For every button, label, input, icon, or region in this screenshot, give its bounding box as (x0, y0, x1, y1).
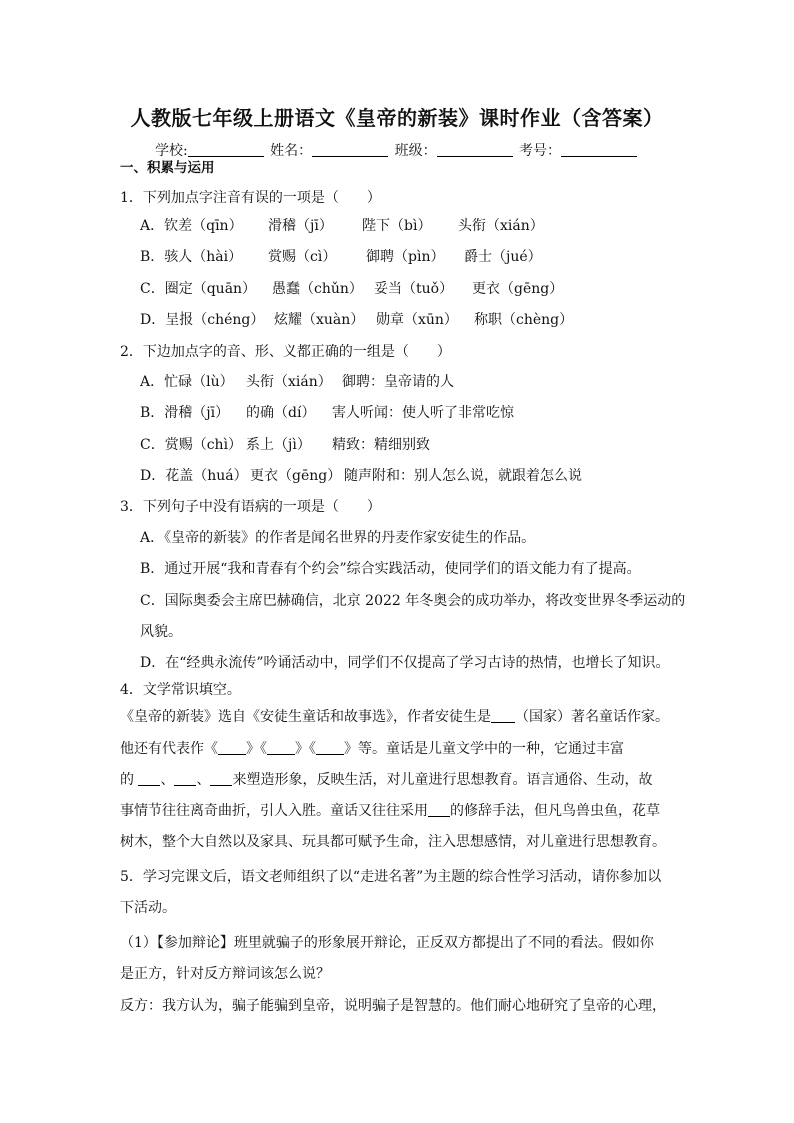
q5-sub1-line-2: 是正方，针对反方辩词该怎么说？ (120, 966, 330, 982)
name-label: 姓名： (270, 143, 313, 159)
class-label: 班级： (394, 143, 437, 159)
school-blank[interactable] (188, 142, 264, 157)
answer-blank[interactable] (138, 771, 160, 786)
q3-option-a: A．《皇帝的新装》的作者是闻名世界的丹麦作家安徒生的作品。 (140, 530, 536, 546)
q1-stem: 1．下列加点字注音有误的一项是（ ） (120, 190, 381, 206)
q1-option-b: B．骇人（hài） 赏赐（cì） 御聘（pìn） 爵士（jué） (140, 249, 542, 265)
answer-blank[interactable] (174, 771, 196, 786)
q4-line-1: 《皇帝的新装》选自《安徒生童话和故事选》，作者安徒生是 （国家）著名童话作家。 (120, 709, 669, 725)
school-label: 学校: (154, 143, 188, 159)
q1-option-a: A．钦差（qīn） 滑稽（jī） 陛下（bì） 头衔（xián） (140, 218, 544, 234)
student-info-row (0, 140, 794, 160)
q1-option-c: C．圈定（quān） 愚蠢（chǔn） 妥当（tuǒ） 更衣（gēng） (140, 281, 564, 297)
q2-option-d: D．花盖（huá） 更衣（gēng） 随声附和：别人怎么说，就跟着怎么说 (140, 468, 582, 484)
answer-blank[interactable] (491, 708, 515, 723)
number-blank[interactable] (561, 142, 637, 157)
class-blank[interactable] (437, 142, 513, 157)
q4-stem: 4．文学常识填空。 (120, 682, 241, 698)
q2-option-b: B．滑稽（jī） 的确（dí） 害人听闻：使人听了非常吃惊 (140, 405, 514, 421)
page-title: 人教版七年级上册语文《皇帝的新装》课时作业（含答案） (130, 106, 664, 130)
answer-blank[interactable] (210, 771, 232, 786)
number-label: 考号： (519, 143, 562, 159)
q1-option-d: D．呈报（chéng） 炫耀（xuàn） 勋章（xūn） 称职（chèng） (140, 312, 574, 328)
q3-option-b: B．通过开展“我和青春有个约会”综合实践活动，使同学们的语文能力有了提高。 (140, 561, 641, 577)
q2-option-c: C．赏赐（chì） 系上（jì） 精致：精细别致 (140, 437, 430, 453)
answer-blank[interactable] (428, 802, 450, 817)
q4-line-5: 树木，整个大自然以及家具、玩具都可赋予生命，注入思想感情，对儿童进行思想教育。 (120, 834, 666, 850)
q2-option-a: A．忙碌（lù） 头衔（xián） 御聘：皇帝请的人 (140, 374, 454, 390)
q2-stem: 2．下边加点字的音、形、义都正确的一组是（ ） (120, 344, 451, 360)
q4-line-2: 他还有代表作《 》《 》《 》等。童话是儿童文学中的一种，它通过丰富 (120, 741, 624, 757)
q5-line-2: 下活动。 (120, 900, 176, 916)
q3-option-d: D．在“经典永流传”吟诵活动中，同学们不仅提高了学习古诗的热情，也增长了知识。 (140, 655, 670, 671)
q3-stem: 3．下列句子中没有语病的一项是（ ） (120, 499, 381, 515)
name-blank[interactable] (312, 142, 388, 157)
q5-line-1: 5．学习完课文后，语文老师组织了以“走进名著”为主题的综合性学习活动，请你参加以 (120, 869, 662, 885)
q4-line-4: 事情节往往离奇曲折，引人入胜。童话又往往采用 的修辞手法，但凡鸟兽虫鱼，花草 (120, 803, 660, 819)
q5-sub1-line-3: 反方：我方认为，骗子能骗到皇帝，说明骗子是智慧的。他们耐心地研究了皇帝的心理， (120, 998, 666, 1014)
answer-blank[interactable] (267, 740, 295, 755)
q3-option-c-cont: 风貌。 (140, 624, 182, 640)
q4-line-3: 的 、 、 来塑造形象，反映生活，对儿童进行思想教育。语言通俗、生动，故 (120, 772, 653, 788)
answer-blank[interactable] (316, 740, 344, 755)
answer-blank[interactable] (218, 740, 246, 755)
section-heading: 一、积累与运用 (120, 160, 215, 176)
q3-option-c: C．国际奥委会主席巴赫确信，北京 2022 年冬奥会的成功举办，将改变世界冬季运动的 (140, 593, 686, 609)
q5-sub1-line-1: （1）【参加辩论】班里就骗子的形象展开辩论，正反双方都提出了不同的看法。假如你 (120, 935, 654, 951)
